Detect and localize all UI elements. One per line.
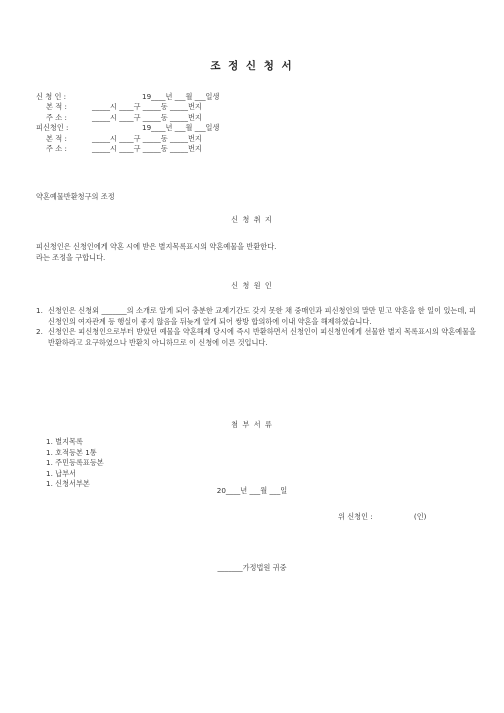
attachments-heading: 첨 부 서 류	[231, 420, 273, 429]
filing-date: 20____년 ___월 ___일	[216, 486, 288, 495]
applicant-address-label: 주 소 :	[46, 112, 67, 122]
party-info	[36, 92, 356, 154]
attachment-item: 1. 주민등록표등본	[46, 458, 104, 468]
cause-item-text: 신청인은 신청외 _______의 소개로 알게 되어 충분한 교제기간도 갖지 못한 채 중매인과 피신청인의 말만 믿고 약혼을 한 일이 있는데, 피신청인의 여자관계 등 행실이 좋지 않음을 뒤늦게 알게 되어 쌍방 합의하에 이내 약혼을 해제하였습니다.	[48, 306, 476, 326]
applicant-domicile-label: 본 적 :	[46, 102, 67, 112]
purpose-line-1: 피신청인은 신청인에게 약혼 시에 받은 별지목록표시의 약혼예물을 반환한다.	[36, 242, 277, 251]
cause-list	[36, 306, 476, 348]
applicant-row	[36, 92, 356, 102]
purpose-line-2: 라는 조정을 구합니다.	[36, 252, 106, 262]
cause-item-text: 신청인은 피신청인으로부터 받았던 예물을 약혼해제 당시에 즉시 반환하면서 신청인이 피신청인에게 선물한 별지 목록표시의 약혼예물을 반환하라고 요구하였으나 반환치 아니하므로 이 신청에 이른 것입니다.	[48, 327, 476, 347]
respondent-label: 피신청인 :	[36, 123, 69, 133]
applicant-birth-date: 19____년 ___월 ___일생	[142, 92, 220, 101]
case-name: 약혼예물반환청구의 조정	[36, 192, 115, 201]
applicant-domicile-row	[36, 102, 356, 112]
purpose-text	[36, 242, 476, 263]
cause-item-number: 1.	[36, 306, 43, 315]
court-addressee: _______가정법원 귀중	[217, 563, 287, 572]
attachment-item: 1. 호적등본 1통	[46, 447, 97, 457]
respondent-address-label: 주 소 :	[46, 143, 67, 153]
cause-item	[36, 306, 476, 327]
respondent-row	[36, 123, 356, 133]
applicant-domicile: _____시 ____구 _____동 _____번지	[92, 102, 202, 112]
respondent-domicile: _____시 ____구 _____동 _____번지	[92, 133, 202, 143]
respondent-address: _____시 ____구 _____동 _____번지	[92, 143, 202, 153]
purpose-heading: 신 청 취 지	[231, 215, 273, 224]
applicant-label: 신 청 인 :	[36, 92, 67, 101]
applicant-address-row	[36, 113, 356, 123]
applicant-address: _____시 ____구 _____동 _____번지	[92, 112, 202, 122]
attachment-item: 1. 납부서	[46, 468, 76, 478]
applicant-signature: 위 신청인 : (인)	[338, 512, 427, 521]
respondent-birth-date: 19____년 ___월 ___일생	[142, 123, 220, 133]
cause-heading: 신 청 원 인	[231, 281, 273, 290]
attachment-item: 1. 신청서부본	[46, 479, 90, 489]
attachment-item: 1. 별지목록	[46, 437, 83, 446]
respondent-domicile-row	[36, 134, 356, 144]
cause-item-number: 2.	[36, 327, 43, 337]
cause-item	[36, 327, 476, 348]
respondent-domicile-label: 본 적 :	[46, 133, 67, 143]
attachments-list	[46, 437, 104, 490]
document-title: 조 정 신 청 서	[210, 60, 294, 72]
respondent-address-row	[36, 144, 356, 154]
